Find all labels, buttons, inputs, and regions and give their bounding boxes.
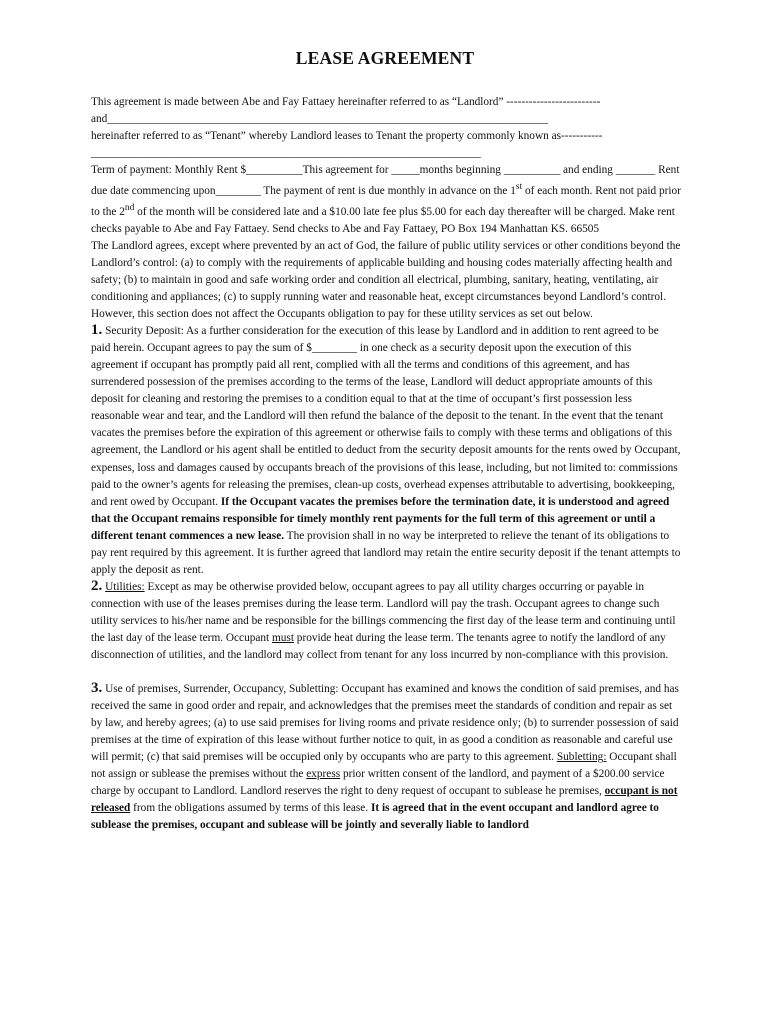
document-body xyxy=(91,94,681,835)
term-of-payment: Term of payment: Monthly Rent $__________This agreement for _____months beginning __________ and ending _______ Rent due date commencing upon________ The payment of rent is due monthly in advance on the 1st of each month. Rent not paid prior to the 2nd of the month will be considered late and a $10.00 late fee plus $5.00 for each day thereafter will be charged. Make rent checks payable to Abe and Fay Fattaey. Send checks to Abe and Fay Fattaey, PO Box 194 Manhattan KS. 66505 xyxy=(91,164,681,235)
intro-parties: This agreement is made between Abe and Fay Fattaey hereinafter referred to as “Landlord” ------------------------- and______________________________________________________________________________ xyxy=(91,96,601,126)
section-1-security-deposit: 1. Security Deposit: As a further consideration for the execution of this lease by Landlord and in addition to rent agreed to be paid herein. Occupant agrees to pay the sum of $________ in one check as a security deposit upon the execution of this agreement if occupant has promptly paid all rent, complied with all the terms and conditions of this agreement, and has surrendered possession of the premises according to the terms of the lease, Landlord will deduct appropriate amounts of this deposit for cleaning and restoring the premises to a condition equal to that at the time of occupant’s first possession less reasonable wear and tear, and the Landlord will then refund the balance of the deposit to the tenant. In the event that the tenant vacates the premises before the expiration of this agreement or otherwise fails to comply with these terms and obligations of this agreement, the Landlord or his agent shall be entitled to deduct from the security deposit amounts for the rents owed by Occupant, expenses, loss and damages caused by occupants breach of the provisions of this lease, including, but not limited to: commissions paid to the owner’s agents for releasing the premises, clean-up costs, overhead expenses attributable to advertising, bookkeeping, and rent owed by Occupant. If the Occupant vacates the premises before the termination date, it is understood and agreed that the Occupant remains responsible for timely monthly rent payments for the full term of this agreement or until a different tenant commences a new lease. The provision shall in no way be interpreted to relieve the tenant of its obligations to pay rent required by this agreement. It is further agreed that landlord may retain the entire security deposit if the tenant attempts to apply the deposit as rent. xyxy=(91,322,681,576)
section-number: 3. xyxy=(91,680,103,697)
landlord-agrees-paragraph: The Landlord agrees, except where prevented by an act of God, the failure of public utility services or other conditions beyond the Landlord’s control: (a) to comply with the requirements of applicable building and housing codes materially affecting health and safety; (b) to maintain in good and safe working order and condition all electrical, plumbing, sanitary, heating, ventilating, air conditioning and appliances; (c) to supply running water and reasonable heat, except circumstances beyond Landlord’s control. However, this section does not affect the Occupants obligation to pay for these utility services as set out below. xyxy=(91,239,681,321)
section-2-utilities: 2. Utilities: Except as may be otherwise provided below, occupant agrees to pay all utility charges occurring or payable in connection with use of the leases premises during the lease term. Landlord will pay the trash. Occupant agrees to change such utility services to his/her name and be responsible for the billings commencing the first day of the lease term and continuing until the last day of the lease term. Occupant must provide heat during the lease term. The tenants agree to notify the landlord of any disconnection of utilities, and the landlord may collect from tenant for any loss incurred by non-compliance with this provision. xyxy=(91,577,676,662)
intro-property: hereinafter referred to as “Tenant” whereby Landlord leases to Tenant the property commonly known as----------- _____________________________________________________________________ xyxy=(91,130,603,160)
section-number: 1. xyxy=(91,322,103,339)
section-3-use-of-premises: 3. Use of premises, Surrender, Occupancy, Subletting: Occupant has examined and knows the condition of said premises, and has received the same in good order and repair, and acknowledges that the premises meet the standards of condition and repair as set by law, and hereby agrees; (a) to use said premises for living rooms and private residence only; (b) to surrender possession of said premises at the time of expiration of this lease without further notice to quit, in as good a condition as reasonable and careful use will permit; (c) that said premises will be occupied only by occupants who are party to this agreement. Subletting: Occupant shall not assign or sublease the premises without the express prior written consent of the landlord, and payment of a $200.00 service charge by occupant to Landlord. Landlord reserves the right to deny request of occupant to sublease he premises, occupant is not released from the obligations assumed by terms of this lease. It is agreed that in the event occupant and landlord agree to sublease the premises, occupant and sublease will be jointly and severally liable to landlord xyxy=(91,680,679,832)
page-title: LEASE AGREEMENT xyxy=(295,48,475,68)
section-number: 2. xyxy=(91,577,103,594)
